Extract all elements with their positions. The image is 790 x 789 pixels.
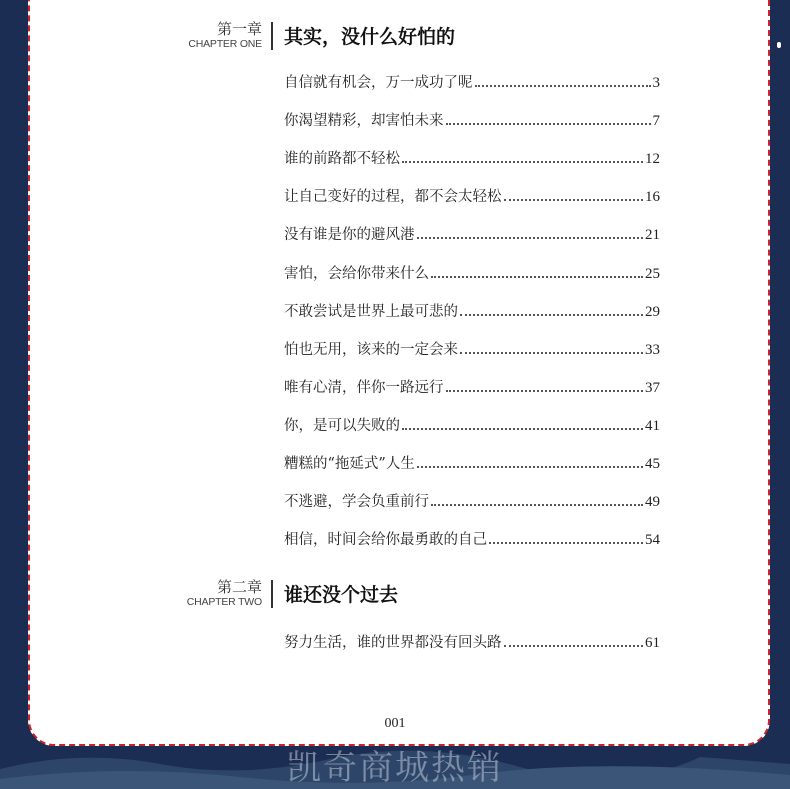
toc-entry-title: 你，是可以失败的 [284, 417, 400, 434]
dot-leader [417, 237, 644, 239]
chapter-one-header [0, 22, 790, 62]
toc-entry-page: 45 [645, 456, 660, 472]
dot-leader [402, 161, 643, 163]
dot-leader [402, 428, 643, 430]
chapter-divider [271, 22, 273, 50]
toc-entry-title: 相信，时间会给你最勇敢的自己 [284, 532, 487, 549]
toc-entry-title: 让自己变好的过程，都不会太轻松 [284, 189, 502, 206]
toc-entry-page: 54 [645, 532, 660, 549]
toc-entry-page: 7 [652, 113, 660, 130]
toc-entry-title: 自信就有机会，万一成功了呢 [284, 75, 473, 91]
chapter-one-label [188, 22, 262, 50]
toc-entry-page: 16 [645, 189, 660, 206]
toc-entry[interactable] [284, 108, 660, 130]
toc-entry-title: 怕也无用，该来的一定会来 [284, 341, 458, 358]
toc-entry-page: 25 [645, 265, 660, 282]
toc-entry-page: 21 [645, 227, 660, 244]
toc-entry-page: 61 [645, 635, 660, 651]
toc-entry-title: 谁的前路都不轻松 [284, 151, 400, 168]
dot-leader [489, 542, 643, 544]
toc-entry[interactable] [284, 184, 660, 206]
dot-leader [446, 390, 644, 392]
dot-leader [460, 314, 643, 316]
toc-entry-title: 努力生活，谁的世界都没有回头路 [284, 635, 502, 651]
chapter-two-label-en: CHAPTER TWO [186, 596, 262, 608]
toc-entry[interactable] [284, 527, 660, 549]
toc-entry-page: 49 [645, 494, 660, 511]
page-number: 001 [384, 716, 406, 731]
chapter-two-title: 谁还没个过去 [284, 584, 399, 606]
toc-entry-page: 33 [645, 341, 660, 358]
chapter-one-label-cn: 第一章 [216, 22, 262, 38]
toc-entry[interactable] [284, 222, 660, 244]
toc-entry-page: 12 [645, 151, 660, 168]
toc-entry[interactable] [284, 337, 660, 359]
toc-entry[interactable] [284, 630, 660, 652]
toc-entry[interactable] [284, 70, 660, 92]
toc-entry-page: 29 [645, 303, 660, 320]
toc-entry[interactable] [284, 413, 660, 435]
dot-leader [475, 85, 651, 87]
chapter-one-label-en: CHAPTER ONE [188, 38, 262, 50]
toc-entry[interactable] [284, 489, 660, 511]
dot-leader [460, 352, 643, 354]
toc-entry-title: 唯有心清，伴你一路远行 [284, 379, 444, 396]
toc-entry[interactable] [284, 261, 660, 283]
chapter-two-header [0, 580, 790, 620]
toc-entry-title: 害怕，会给你带来什么 [284, 265, 429, 282]
toc-entry-title: 不敢尝试是世界上最可悲的 [284, 303, 458, 320]
toc-entry[interactable] [284, 146, 660, 168]
toc-entry-page: 37 [645, 379, 660, 396]
toc-entry-title: 糟糕的“拖延式”人生 [284, 456, 415, 472]
dot-leader [504, 199, 644, 201]
toc-entry[interactable] [284, 451, 660, 473]
dot-leader [431, 276, 643, 278]
chapter-one-title: 其实，没什么好怕的 [284, 26, 456, 48]
toc-entry-title: 不逃避，学会负重前行 [284, 494, 429, 511]
dot-leader [417, 466, 643, 468]
watermark-text: 凯奇商城热销 [287, 748, 503, 788]
dot-leader [446, 123, 651, 125]
dot-leader [504, 645, 644, 647]
chapter-divider [271, 580, 273, 608]
toc-entry-page: 3 [652, 75, 660, 91]
dot-leader [431, 504, 643, 506]
chapter-two-label-cn: 第二章 [216, 580, 262, 596]
toc-entry[interactable] [284, 299, 660, 321]
chapter-two-label [187, 580, 262, 608]
toc-entry[interactable] [284, 375, 660, 397]
toc-entry-title: 没有谁是你的避风港 [284, 227, 415, 244]
toc-entry-title: 你渴望精彩，却害怕未来 [284, 113, 444, 130]
toc-entry-page: 41 [645, 417, 660, 434]
